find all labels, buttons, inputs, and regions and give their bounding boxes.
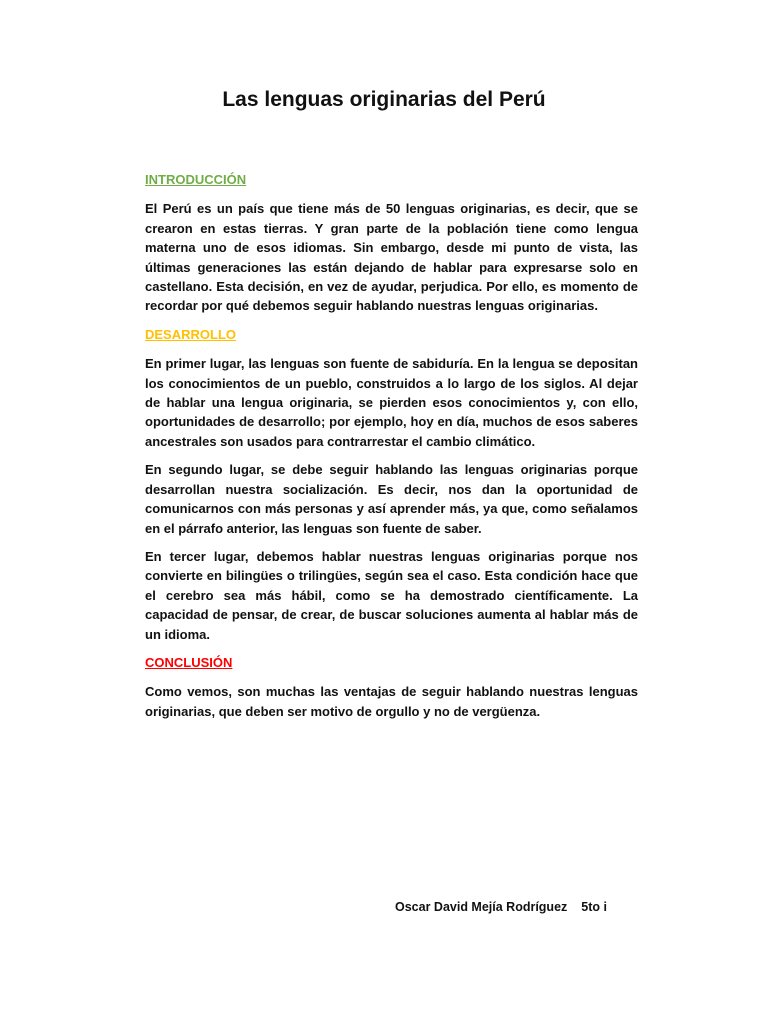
paragraph-desarrollo-1: En primer lugar, las lenguas son fuente de sabiduría. En la lengua se depositan los conocimientos de un pueblo, construidos a lo largo de los siglos. Al dejar de hablar una lengua originaria, se pierden esos conocimientos y, con ello, oportunidades de desarrollo; por ejemplo, hoy en día, muchos de esos saberes ancestrales son usados para contrarrestar el cambio climático. xyxy=(145,356,638,449)
author-signature xyxy=(395,900,607,914)
paragraph-desarrollo-2: En segundo lugar, se debe seguir hablando las lenguas originarias porque desarrollan nuestra socialización. Es decir, nos dan la oportunidad de comunicarnos con más personas y así aprender más, ya que, como señalamos en el párrafo anterior, las lenguas son fuente de saber. xyxy=(145,462,638,536)
author-name: Oscar David Mejía Rodríguez xyxy=(395,900,568,914)
paragraph-desarrollo-3: En tercer lugar, debemos hablar nuestras lenguas originarias porque nos convierte en bilingües o trilingües, según sea el caso. Esta condición hace que el cerebro sea más hábil, como se ha demostrado científicamente. La capacidad de pensar, de crear, de buscar soluciones aumenta al hablar más de un idioma. xyxy=(145,548,638,642)
paragraph-conclusion: Como vemos, son muchas las ventajas de seguir hablando nuestras lenguas originarias, que deben ser motivo de orgullo y no de vergüenza. xyxy=(145,684,638,719)
paragraph-introduccion: El Perú es un país que tiene más de 50 lenguas originarias, es decir, que se crearon en estas tierras. Y gran parte de la población tiene como lengua materna uno de esos idiomas. Sin embargo, desde mi punto de vista, las últimas generaciones las están dejando de hablar para expresarse solo en castellano. Esta decisión, en vez de ayudar, perjudica. Por ello, es momento de recordar por qué debemos seguir hablando nuestras lenguas originarias. xyxy=(145,201,638,314)
page-title: Las lenguas originarias del Perú xyxy=(222,88,546,111)
section-heading-introduccion: INTRODUCCIÓN xyxy=(145,172,247,187)
author-grade: 5to i xyxy=(581,900,607,914)
section-heading-conclusion: CONCLUSIÓN xyxy=(145,654,233,670)
document-body xyxy=(145,170,638,730)
section-heading-desarrollo: DESARROLLO xyxy=(145,326,236,342)
